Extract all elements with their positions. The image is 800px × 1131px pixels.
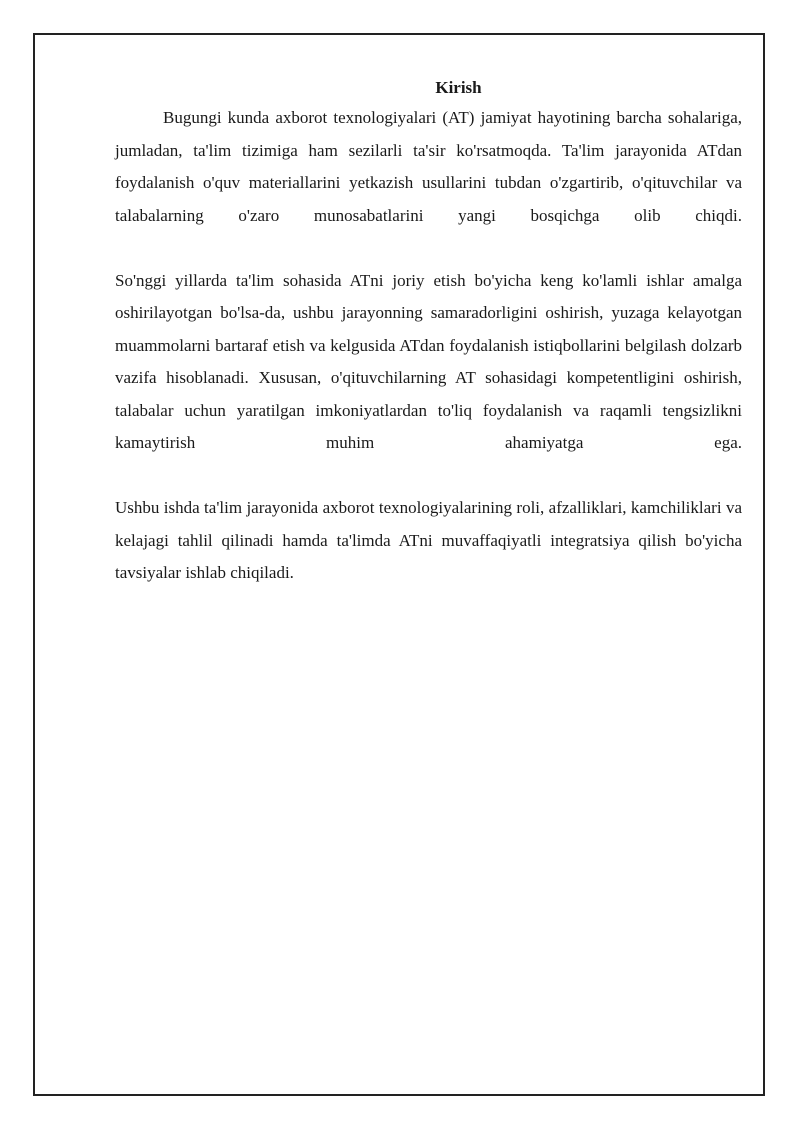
paragraph-gap [115, 232, 742, 265]
paragraph-intro: Bugungi kunda axborot texnologiyalari (AT) jamiyat hayotining barcha sohalariga, jumladan, ta'lim tizimiga ham sezilarli ta'sir ko'rsatmoqda. Ta'lim jarayonida ATdan foydalanish o'quv materiallarini yetkazish usullarini tubdan o'zgartirib, o'qituvchilar va talabalarning o'zaro munosabatlarini yangi bosqichga olib chiqdi. [115, 108, 742, 225]
document-title: Kirish [435, 78, 482, 97]
document-body [115, 76, 742, 590]
paragraph-gap [115, 460, 742, 493]
paragraph-second: So'nggi yillarda ta'lim sohasida ATni joriy etish bo'yicha keng ko'lamli ishlar amalga oshirilayotgan bo'lsa-da, ushbu jarayonning samaradorligini oshirish, yuzaga kelayotgan muammolarni bartaraf etish va kelgusida ATdan foydalanish istiqbollarini belgilash dolzarb vazifa hisoblanadi. Xususan, o'qituvchilarning AT sohasidagi kompetentligini oshirish, talabalar uchun yaratilgan imkoniyatlardan to'liq foydalanish va raqamli tengsizlikni kamaytirish muhim ahamiyatga ega. [115, 270, 742, 452]
paragraph-third: Ushbu ishda ta'lim jarayonida axborot texnologiyalarining roli, afzalliklari, kamchiliklari va kelajagi tahlil qilinadi hamda ta'limda ATni muvaffaqiyatli integratsiya qilish bo'yicha tavsiyalar ishlab chiqiladi. [115, 498, 742, 582]
